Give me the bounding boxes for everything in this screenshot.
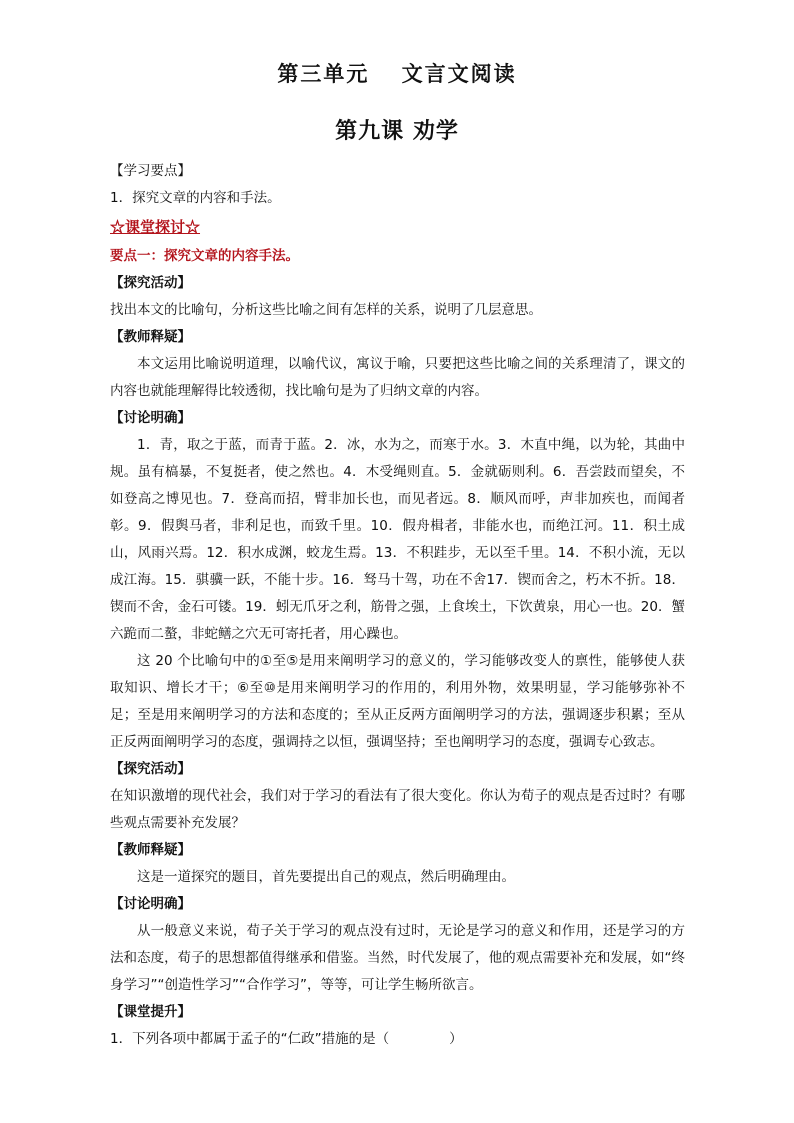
discussion-1-heading: 【讨论明确】: [110, 410, 191, 426]
teacher-1-text: 本文运用比喻说明道理，以喻代议，寓议于喻，只要把这些比喻之间的关系理清了，课文的内容也就能理解得比较透彻，找比喻句是为了归纳文章的内容。: [110, 356, 685, 399]
teacher-2-heading: 【教师释疑】: [110, 842, 191, 858]
key-point-1: 要点一：探究文章的内容手法。: [110, 248, 299, 264]
activity-2-text: 在知识激增的现代社会，我们对于学习的看法有了很大变化。你认为荀子的观点是否过时？有哪些观点需要补充发展？: [110, 788, 685, 831]
discussion-2-heading: 【讨论明确】: [110, 896, 191, 912]
classroom-discussion-banner: ☆课堂探讨☆: [110, 218, 201, 236]
unit-title: 第三单元 文言文阅读: [277, 61, 517, 86]
discussion-1-metaphors: 1．青，取之于蓝，而青于蓝。2．冰，水为之，而寒于水。3．木直中绳，以为轮，其曲中规。虽有槁暴，不复挺者，使之然也。4．木受绳则直。5．金就砺则利。6．吾尝跂而望矣，不如登高之博见也。7．登高而招，臂非加长也，而见者远。8．顺风而呼，声非加疾也，而闻者彰。9．假舆马者，非利足也，而致千里。10．假舟楫者，非能水也，而绝江河。11．积土成山，风雨兴焉。12．积水成渊，蛟龙生焉。13．不积跬步，无以至千里。14．不积小流，无以成江海。15．骐骥一跃，不能十步。16．驽马十驾，功在不舍17．锲而舍之，朽木不折。18．锲而不舍，金石可镂。19．蚓无爪牙之利，筋骨之强，上食埃土，下饮黄泉，用心一也。20．蟹六跪而二螯，非蛇鳝之穴无可寄托者，用心躁也。: [110, 437, 685, 642]
teacher-1-heading: 【教师释疑】: [110, 329, 191, 345]
question-1-close: ）: [449, 1031, 463, 1047]
teacher-2-text: 这是一道探究的题目，首先要提出自己的观点，然后明确理由。: [137, 869, 515, 885]
activity-2-heading: 【探究活动】: [110, 761, 191, 777]
study-points-heading: 【学习要点】: [110, 163, 191, 179]
activity-1-text: 找出本文的比喻句，分析这些比喻之间有怎样的关系，说明了几层意思。: [110, 302, 542, 318]
activity-1-heading: 【探究活动】: [110, 275, 191, 291]
question-1: [110, 1026, 685, 1053]
lesson-title: 第九课 劝学: [335, 119, 459, 144]
study-points-item: 1．探究文章的内容和手法。: [110, 190, 281, 206]
classroom-upgrade-heading: 【课堂提升】: [110, 1004, 191, 1020]
document-body: [110, 158, 685, 1053]
discussion-1-analysis: 这 20 个比喻句中的①至⑤是用来阐明学习的意义的，学习能够改变人的禀性，能够使人获取知识、增长才干；⑥至⑩是用来阐明学习的作用的，利用外物，效果明显，学习能够弥补不足；至是用来阐明学习的方法和态度的；至从正反两方面阐明学习的方法，强调逐步积累；至从正反两面阐明学习的态度，强调持之以恒，强调坚持；至也阐明学习的态度，强调专心致志。: [110, 653, 685, 750]
discussion-2-text: 从一般意义来说，荀子关于学习的观点没有过时，无论是学习的意义和作用，还是学习的方法和态度，荀子的思想都值得继承和借鉴。当然，时代发展了，他的观点需要补充和发展，如“终身学习”“创造性学习”“合作学习”，等等，可让学生畅所欲言。: [110, 923, 685, 993]
question-1-text: 1．下列各项中都属于孟子的“仁政”措施的是（: [110, 1031, 390, 1047]
